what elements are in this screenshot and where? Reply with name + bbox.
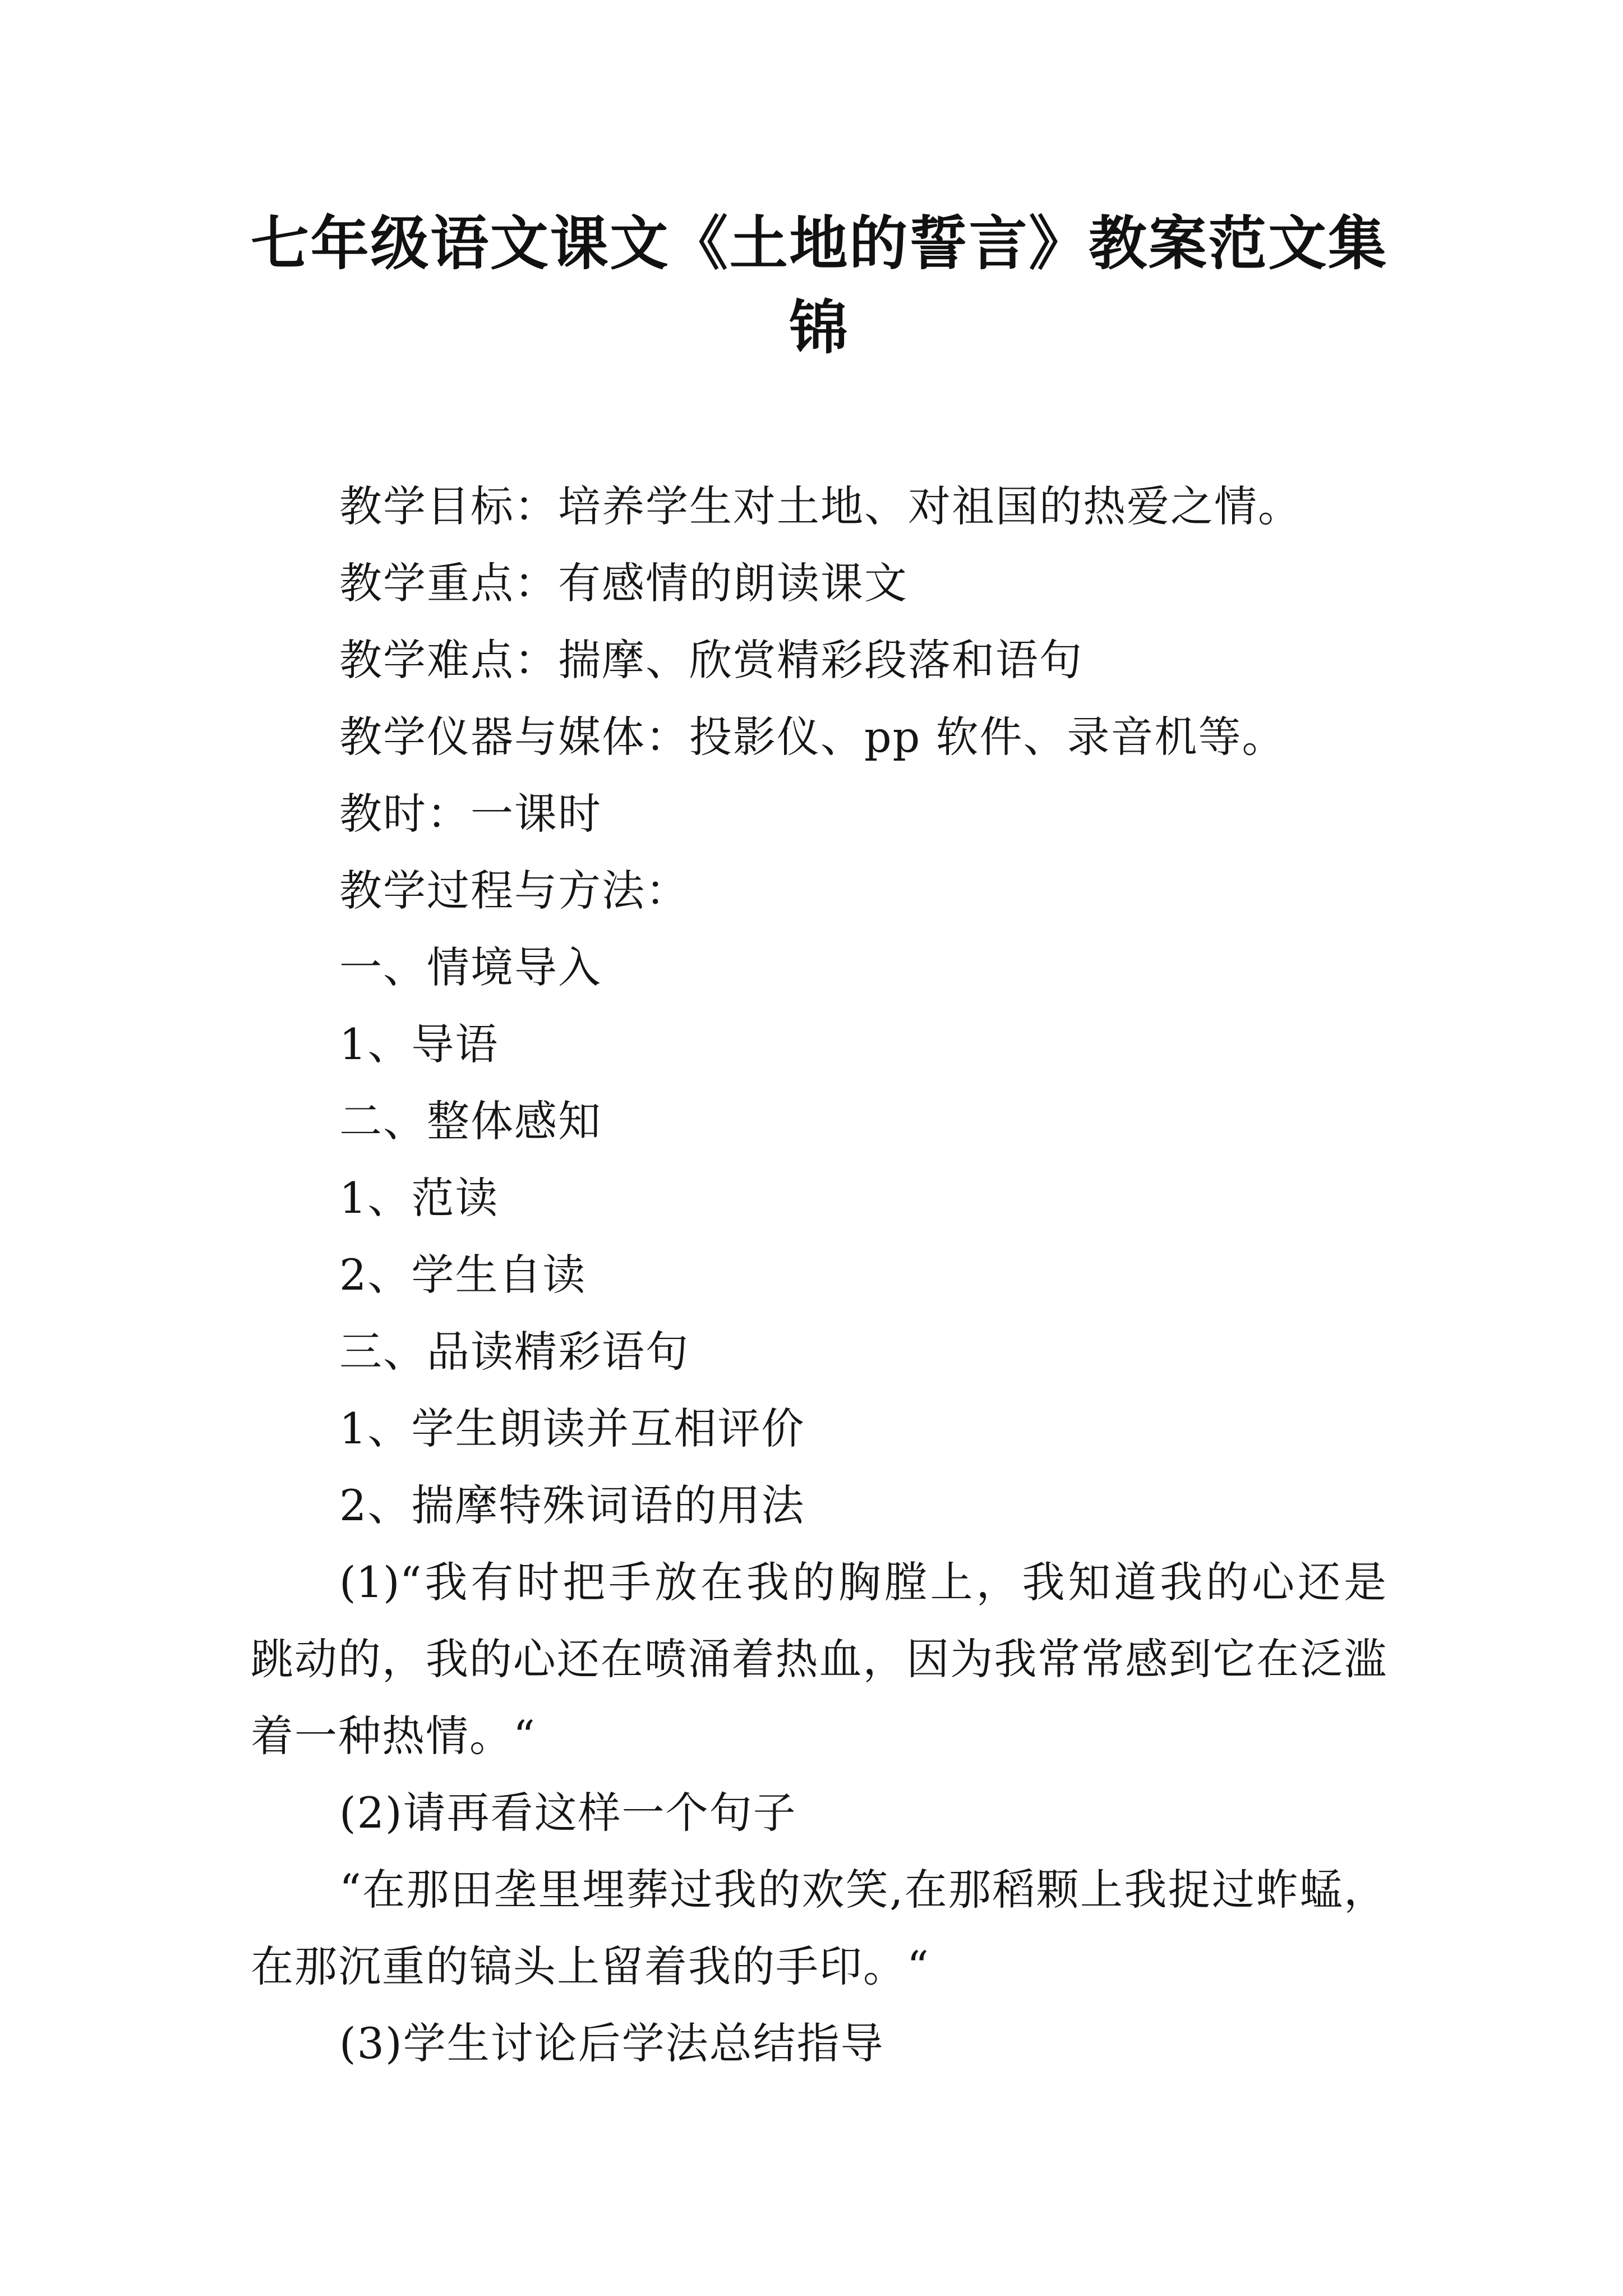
teaching-objective	[251, 468, 1386, 545]
title-line: 七年级语文课文《土地的誓言》教案范文集	[251, 209, 1386, 278]
step-model-reading	[251, 1159, 1386, 1236]
example-2-prompt	[251, 1774, 1386, 1851]
teaching-focus	[251, 545, 1386, 622]
section-2-heading	[251, 1083, 1386, 1159]
text-line: 2、揣摩特殊词语的用法	[339, 1480, 805, 1530]
text-line: (1)“我有时把手放在我的胸膛上，我知道我的心还是	[339, 1557, 1386, 1607]
text-line: 教学目标：培养学生对土地、对祖国的热爱之情。	[339, 481, 1302, 531]
text-line: 教时：一课时	[339, 789, 602, 839]
teaching-difficulty	[251, 622, 1386, 698]
text-line: (2)请再看这样一个句子	[339, 1788, 797, 1838]
section-1-heading	[251, 929, 1386, 1006]
text-line: 教学重点：有感情的朗读课文	[339, 558, 908, 608]
text-line: “在那田垄里埋葬过我的欢笑,在那稻颗上我捉过蚱蜢，	[339, 1865, 1386, 1915]
text-line: 三、品读精彩语句	[339, 1327, 689, 1377]
text-line: 二、整体感知	[339, 1096, 602, 1146]
text-line: 跳动的，我的心还在喷涌着热血，因为我常常感到它在泛滥	[251, 1634, 1386, 1684]
example-3	[251, 2005, 1386, 2082]
example-1	[251, 1544, 1386, 1774]
section-3-heading	[251, 1313, 1386, 1390]
document-title	[251, 201, 1386, 370]
text-line: 1、导语	[339, 1019, 499, 1069]
teaching-media	[251, 698, 1386, 775]
text-line: 一、情境导入	[339, 942, 602, 992]
step-reading-evaluation	[251, 1390, 1386, 1467]
text-line: 1、范读	[339, 1173, 499, 1223]
step-word-usage	[251, 1467, 1386, 1544]
class-hours	[251, 775, 1386, 852]
step-intro	[251, 1006, 1386, 1083]
process-heading	[251, 852, 1386, 929]
text-line: 教学仪器与媒体：投影仪、pp 软件、录音机等。	[339, 712, 1286, 762]
title-line: 锦	[789, 293, 848, 362]
text-line: 教学过程与方法：	[339, 866, 689, 915]
text-line: (3)学生讨论后学法总结指导	[339, 2018, 884, 2068]
example-2-quote	[251, 1851, 1386, 2005]
text-line: 1、学生朗读并互相评价	[339, 1404, 805, 1453]
text-line: 教学难点：揣摩、欣赏精彩段落和语句	[339, 635, 1083, 685]
text-line: 在那沉重的镐头上留着我的手印。“	[251, 1941, 930, 1991]
text-line: 2、学生自读	[339, 1250, 587, 1300]
text-line: 着一种热情。“	[251, 1711, 536, 1761]
step-self-reading	[251, 1236, 1386, 1313]
document-body	[251, 468, 1386, 2082]
